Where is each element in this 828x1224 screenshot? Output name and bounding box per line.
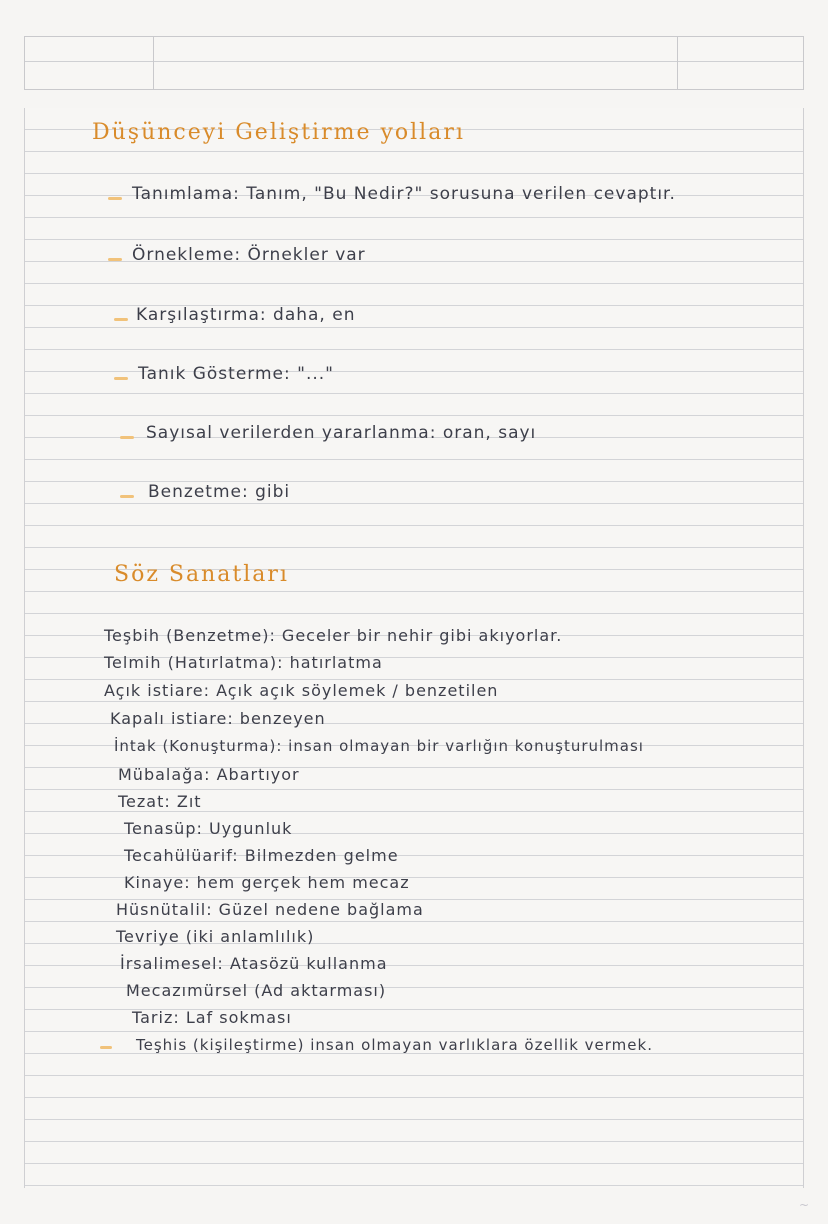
- list-item: Kinaye: hem gerçek hem mecaz: [124, 873, 410, 892]
- list-item: Kapalı istiare: benzeyen: [110, 709, 326, 728]
- list-item: Telmih (Hatırlatma): hatırlatma: [104, 653, 383, 672]
- list-item: Tanımlama: Tanım, "Bu Nedir?" sorusuna verilen cevaptır.: [132, 184, 676, 204]
- section-title-gelistirme: Düşünceyi Geliştirme yolları: [92, 120, 465, 145]
- list-item: Benzetme: gibi: [148, 482, 291, 502]
- list-item: Karşılaştırma: daha, en: [136, 305, 356, 325]
- list-item: Teşbih (Benzetme): Geceler bir nehir gibi akıyorlar.: [104, 626, 563, 645]
- list-item: Tezat: Zıt: [118, 792, 202, 811]
- list-item: Örnekleme: Örnekler var: [132, 245, 366, 265]
- header-table: [24, 36, 804, 90]
- highlight-dash: [120, 495, 134, 498]
- list-item: Tevriye (iki anlamlılık): [116, 927, 315, 946]
- list-item: Tanık Gösterme: "...": [138, 364, 334, 384]
- list-item: Sayısal verilerden yararlanma: oran, sayı: [146, 423, 537, 443]
- watermark-logo: ~: [798, 1198, 810, 1212]
- header-column-divider: [677, 37, 678, 89]
- list-item: Mübalağa: Abartıyor: [118, 765, 300, 784]
- list-item: Tariz: Laf sokması: [132, 1008, 292, 1027]
- list-item: Tecahülüarif: Bilmezden gelme: [124, 846, 399, 865]
- highlight-dash: [114, 377, 128, 380]
- list-item: Hüsnütalil: Güzel nedene bağlama: [116, 900, 424, 919]
- section-title-soz-sanatlari: Söz Sanatları: [114, 562, 289, 587]
- list-item: İntak (Konuşturma): insan olmayan bir varlığın konuşturulması: [114, 737, 644, 755]
- list-item: Mecazımürsel (Ad aktarması): [126, 981, 387, 1000]
- highlight-dash: [120, 436, 134, 439]
- highlight-dash: [108, 197, 122, 200]
- highlight-dash: [100, 1046, 112, 1049]
- list-item: Tenasüp: Uygunluk: [124, 819, 293, 838]
- list-item: Teşhis (kişileştirme) insan olmayan varlıklara özellik vermek.: [136, 1036, 653, 1054]
- list-item: Açık istiare: Açık açık söylemek / benzetilen: [104, 681, 499, 700]
- header-row-divider: [25, 61, 803, 62]
- list-item: İrsalimesel: Atasözü kullanma: [120, 954, 388, 973]
- highlight-dash: [114, 318, 128, 321]
- header-column-divider: [153, 37, 154, 89]
- highlight-dash: [108, 258, 122, 261]
